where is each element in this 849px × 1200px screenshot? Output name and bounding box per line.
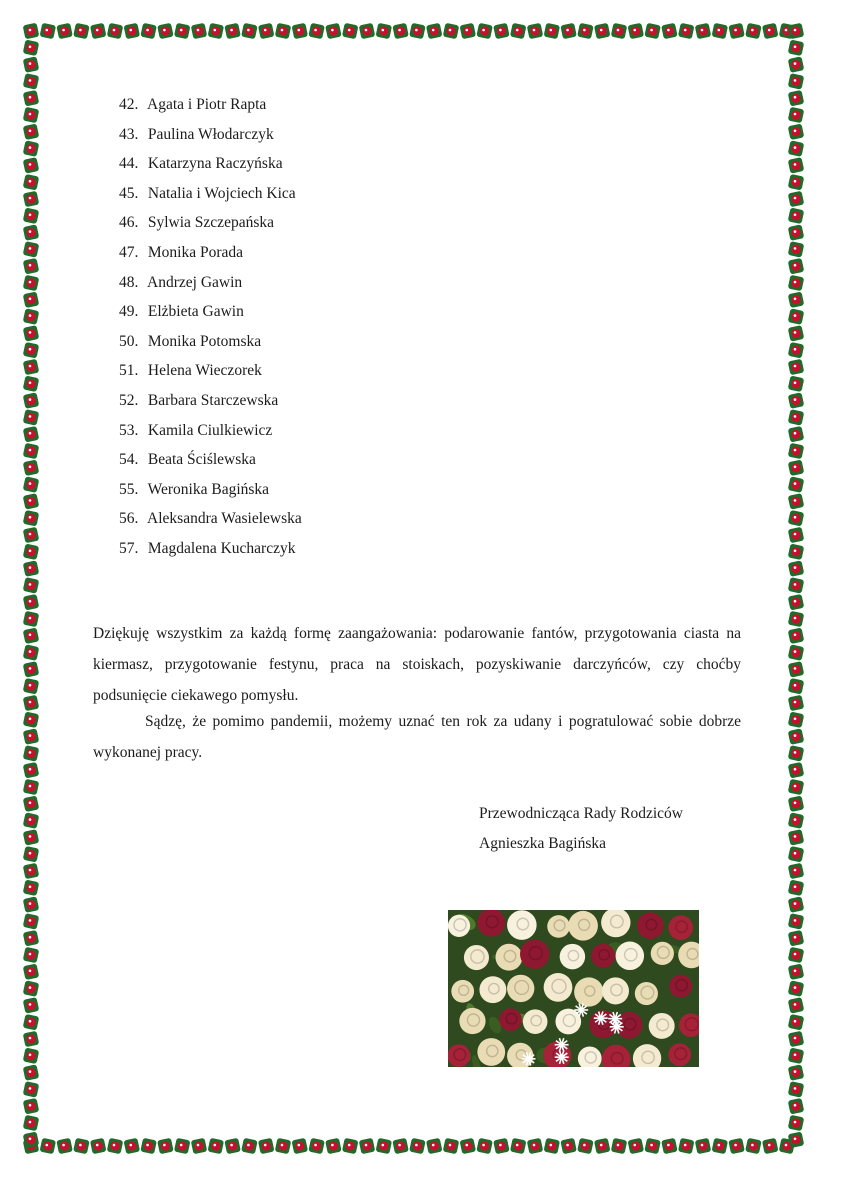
list-number: 54. bbox=[119, 451, 139, 469]
border-flower-motif bbox=[241, 23, 258, 40]
list-number: 56. bbox=[119, 510, 139, 528]
border-flower-motif bbox=[23, 543, 40, 560]
border-flower-motif bbox=[174, 23, 191, 40]
donor-list bbox=[119, 90, 302, 564]
border-flower-motif bbox=[493, 23, 510, 40]
border-flower-motif bbox=[788, 107, 805, 124]
border-flower-motif bbox=[23, 275, 40, 292]
border-flower-motif bbox=[644, 23, 661, 40]
border-flower-motif bbox=[157, 23, 174, 40]
border-flower-motif bbox=[392, 23, 409, 40]
list-item bbox=[119, 445, 302, 475]
border-flower-motif bbox=[577, 1138, 594, 1155]
border-flower-motif bbox=[788, 711, 805, 728]
list-name: Kamila Ciulkiewicz bbox=[147, 421, 273, 439]
border-flower-motif bbox=[39, 1138, 56, 1155]
border-flower-motif bbox=[140, 23, 157, 40]
border-flower-motif bbox=[788, 913, 805, 930]
list-name: Barbara Starczewska bbox=[147, 391, 279, 409]
border-flower-motif bbox=[23, 493, 40, 510]
border-flower-motif bbox=[476, 1138, 493, 1155]
border-flower-motif bbox=[23, 1131, 40, 1148]
border-flower-motif bbox=[342, 1138, 359, 1155]
border-flower-motif bbox=[23, 879, 40, 896]
list-name: Sylwia Szczepańska bbox=[147, 214, 274, 232]
border-flower-motif bbox=[140, 1138, 157, 1155]
list-name: Agata i Piotr Rapta bbox=[147, 96, 267, 113]
border-flower-motif bbox=[678, 23, 695, 40]
border-flower-motif bbox=[627, 23, 644, 40]
border-flower-motif bbox=[788, 241, 805, 258]
list-name: Natalia i Wojciech Kica bbox=[147, 184, 296, 202]
border-flower-motif bbox=[23, 73, 40, 90]
border-flower-motif bbox=[788, 123, 805, 140]
border-flower-motif bbox=[23, 745, 40, 762]
border-flower-motif bbox=[728, 23, 745, 40]
list-name: Elżbieta Gawin bbox=[147, 303, 244, 321]
list-name: Aleksandra Wasielewska bbox=[147, 510, 302, 528]
border-flower-motif bbox=[56, 1138, 73, 1155]
border-flower-motif bbox=[577, 23, 594, 40]
border-flower-motif bbox=[224, 23, 241, 40]
list-number: 45. bbox=[119, 184, 139, 202]
border-flower-motif bbox=[23, 123, 40, 140]
border-flower-motif bbox=[788, 678, 805, 695]
border-flower-motif bbox=[23, 896, 40, 913]
decorative-border-left bbox=[22, 22, 40, 1155]
border-flower-motif bbox=[788, 560, 805, 577]
border-flower-motif bbox=[23, 1031, 40, 1048]
border-flower-motif bbox=[23, 1098, 40, 1115]
border-flower-motif bbox=[594, 1138, 611, 1155]
border-flower-motif bbox=[426, 1138, 443, 1155]
border-flower-motif bbox=[23, 359, 40, 376]
list-number: 48. bbox=[119, 273, 139, 291]
border-flower-motif bbox=[788, 375, 805, 392]
border-flower-motif bbox=[443, 23, 460, 40]
border-flower-motif bbox=[788, 258, 805, 275]
border-flower-motif bbox=[459, 1138, 476, 1155]
list-item bbox=[119, 238, 302, 268]
border-flower-motif bbox=[23, 627, 40, 644]
list-item bbox=[119, 475, 302, 505]
border-flower-motif bbox=[788, 930, 805, 947]
border-flower-motif bbox=[191, 23, 208, 40]
list-item bbox=[119, 268, 302, 298]
border-flower-motif bbox=[788, 39, 805, 56]
border-flower-motif bbox=[23, 207, 40, 224]
border-flower-motif bbox=[788, 140, 805, 157]
list-name: Katarzyna Raczyńska bbox=[147, 155, 283, 173]
border-flower-motif bbox=[325, 1138, 342, 1155]
border-flower-motif bbox=[23, 930, 40, 947]
border-flower-motif bbox=[73, 1138, 90, 1155]
border-flower-motif bbox=[23, 846, 40, 863]
border-flower-motif bbox=[157, 1138, 174, 1155]
border-flower-motif bbox=[23, 695, 40, 712]
border-flower-motif bbox=[788, 224, 805, 241]
border-flower-motif bbox=[23, 409, 40, 426]
border-flower-motif bbox=[392, 1138, 409, 1155]
border-flower-motif bbox=[23, 291, 40, 308]
border-flower-motif bbox=[23, 392, 40, 409]
border-flower-motif bbox=[23, 997, 40, 1014]
border-flower-motif bbox=[788, 661, 805, 678]
border-flower-motif bbox=[762, 1138, 779, 1155]
border-flower-motif bbox=[23, 308, 40, 325]
border-flower-motif bbox=[788, 308, 805, 325]
border-flower-motif bbox=[275, 1138, 292, 1155]
border-flower-motif bbox=[788, 426, 805, 443]
border-flower-motif bbox=[788, 527, 805, 544]
border-flower-motif bbox=[788, 779, 805, 796]
border-flower-motif bbox=[788, 594, 805, 611]
border-flower-motif bbox=[788, 493, 805, 510]
list-number: 44. bbox=[119, 155, 139, 173]
border-flower-motif bbox=[23, 443, 40, 460]
border-flower-motif bbox=[123, 1138, 140, 1155]
border-flower-motif bbox=[23, 762, 40, 779]
list-number: 57. bbox=[119, 539, 139, 557]
list-item bbox=[119, 416, 302, 446]
border-flower-motif bbox=[23, 863, 40, 880]
list-item bbox=[119, 504, 302, 534]
list-name: Helena Wieczorek bbox=[147, 362, 262, 380]
border-flower-motif bbox=[426, 23, 443, 40]
border-flower-motif bbox=[107, 23, 124, 40]
border-flower-motif bbox=[788, 980, 805, 997]
border-flower-motif bbox=[23, 795, 40, 812]
thanks-paragraph: Dziękuję wszystkim za każdą formę zaangażowania: podarowanie fantów, przygotowania ciasta na kiermasz, przygotowanie festynu, praca na stoiskach, pozyskiwanie darczyńców, czy choćby podsunięcie ciekawego pomysłu. bbox=[93, 625, 741, 704]
list-item bbox=[119, 386, 302, 416]
border-flower-motif bbox=[788, 476, 805, 493]
border-flower-motif bbox=[661, 1138, 678, 1155]
border-flower-motif bbox=[23, 39, 40, 56]
border-flower-motif bbox=[342, 23, 359, 40]
border-flower-motif bbox=[788, 963, 805, 980]
list-name: Andrzej Gawin bbox=[147, 273, 243, 291]
border-flower-motif bbox=[788, 896, 805, 913]
border-flower-motif bbox=[23, 812, 40, 829]
border-flower-motif bbox=[788, 291, 805, 308]
list-name: Monika Porada bbox=[147, 243, 244, 261]
list-number: 50. bbox=[119, 332, 139, 350]
border-flower-motif bbox=[23, 779, 40, 796]
border-flower-motif bbox=[23, 56, 40, 73]
border-flower-motif bbox=[788, 863, 805, 880]
border-flower-motif bbox=[661, 23, 678, 40]
border-flower-motif bbox=[191, 1138, 208, 1155]
list-item bbox=[119, 179, 302, 209]
border-flower-motif bbox=[788, 207, 805, 224]
decorative-border-bottom bbox=[22, 1137, 805, 1155]
border-flower-motif bbox=[23, 661, 40, 678]
border-flower-motif bbox=[23, 241, 40, 258]
border-flower-motif bbox=[788, 745, 805, 762]
border-flower-motif bbox=[788, 73, 805, 90]
border-flower-motif bbox=[107, 1138, 124, 1155]
list-item bbox=[119, 327, 302, 357]
border-flower-motif bbox=[23, 191, 40, 208]
border-flower-motif bbox=[644, 1138, 661, 1155]
list-name: Weronika Bagińska bbox=[147, 480, 270, 498]
border-flower-motif bbox=[788, 342, 805, 359]
border-flower-motif bbox=[23, 342, 40, 359]
border-flower-motif bbox=[543, 23, 560, 40]
border-flower-motif bbox=[493, 1138, 510, 1155]
border-flower-motif bbox=[788, 728, 805, 745]
border-flower-motif bbox=[23, 476, 40, 493]
closing-paragraph: Sądzę, że pomimo pandemii, możemy uznać ten rok za udany i pogratulować sobie dobrze wykonanej pracy. bbox=[93, 713, 741, 761]
border-flower-motif bbox=[23, 728, 40, 745]
border-flower-motif bbox=[510, 1138, 527, 1155]
border-flower-motif bbox=[611, 23, 628, 40]
signature-role: Przewodnicząca Rady Rodziców bbox=[479, 805, 684, 822]
border-flower-motif bbox=[788, 1014, 805, 1031]
border-flower-motif bbox=[788, 1081, 805, 1098]
border-flower-motif bbox=[728, 1138, 745, 1155]
border-flower-motif bbox=[207, 23, 224, 40]
border-flower-motif bbox=[23, 560, 40, 577]
border-flower-motif bbox=[788, 157, 805, 174]
decorative-border-right bbox=[787, 22, 805, 1155]
border-flower-motif bbox=[258, 1138, 275, 1155]
border-flower-motif bbox=[788, 577, 805, 594]
border-flower-motif bbox=[258, 23, 275, 40]
border-flower-motif bbox=[308, 23, 325, 40]
border-flower-motif bbox=[788, 56, 805, 73]
border-flower-motif bbox=[359, 1138, 376, 1155]
border-flower-motif bbox=[788, 359, 805, 376]
border-flower-motif bbox=[788, 1064, 805, 1081]
border-flower-motif bbox=[510, 23, 527, 40]
border-flower-motif bbox=[459, 23, 476, 40]
border-flower-motif bbox=[23, 947, 40, 964]
list-item bbox=[119, 297, 302, 327]
border-flower-motif bbox=[291, 1138, 308, 1155]
border-flower-motif bbox=[207, 1138, 224, 1155]
border-flower-motif bbox=[23, 1064, 40, 1081]
border-flower-motif bbox=[39, 23, 56, 40]
border-flower-motif bbox=[788, 829, 805, 846]
list-number: 42. bbox=[119, 96, 139, 113]
border-flower-motif bbox=[788, 879, 805, 896]
border-flower-motif bbox=[23, 258, 40, 275]
border-flower-motif bbox=[788, 795, 805, 812]
border-flower-motif bbox=[788, 409, 805, 426]
list-number: 43. bbox=[119, 125, 139, 143]
border-flower-motif bbox=[23, 1047, 40, 1064]
border-flower-motif bbox=[695, 23, 712, 40]
border-flower-motif bbox=[788, 543, 805, 560]
border-flower-motif bbox=[788, 762, 805, 779]
border-flower-motif bbox=[23, 459, 40, 476]
border-flower-motif bbox=[788, 644, 805, 661]
border-flower-motif bbox=[745, 1138, 762, 1155]
border-flower-motif bbox=[527, 23, 544, 40]
border-flower-motif bbox=[23, 963, 40, 980]
border-flower-motif bbox=[375, 1138, 392, 1155]
border-flower-motif bbox=[788, 1115, 805, 1132]
border-flower-motif bbox=[123, 23, 140, 40]
list-item bbox=[119, 120, 302, 150]
decorative-border-top bbox=[22, 22, 805, 40]
border-flower-motif bbox=[23, 644, 40, 661]
border-flower-motif bbox=[23, 174, 40, 191]
list-number: 55. bbox=[119, 480, 139, 498]
list-number: 52. bbox=[119, 391, 139, 409]
list-item bbox=[119, 356, 302, 386]
signature-name: Agnieszka Bagińska bbox=[479, 835, 606, 852]
list-number: 53. bbox=[119, 421, 139, 439]
border-flower-motif bbox=[788, 1131, 805, 1148]
list-number: 46. bbox=[119, 214, 139, 232]
border-flower-motif bbox=[711, 1138, 728, 1155]
border-flower-motif bbox=[275, 23, 292, 40]
border-flower-motif bbox=[174, 1138, 191, 1155]
border-flower-motif bbox=[23, 140, 40, 157]
border-flower-motif bbox=[23, 527, 40, 544]
border-flower-motif bbox=[90, 1138, 107, 1155]
list-number: 49. bbox=[119, 303, 139, 321]
list-item bbox=[119, 149, 302, 179]
border-flower-motif bbox=[762, 23, 779, 40]
border-flower-motif bbox=[23, 829, 40, 846]
border-flower-motif bbox=[788, 510, 805, 527]
border-flower-motif bbox=[788, 627, 805, 644]
border-flower-motif bbox=[788, 325, 805, 342]
border-flower-motif bbox=[23, 157, 40, 174]
flower-bouquet-image bbox=[448, 910, 699, 1067]
border-flower-motif bbox=[745, 23, 762, 40]
border-flower-motif bbox=[788, 90, 805, 107]
border-flower-motif bbox=[527, 1138, 544, 1155]
border-flower-motif bbox=[23, 980, 40, 997]
list-number: 51. bbox=[119, 362, 139, 380]
border-flower-motif bbox=[788, 23, 805, 40]
border-flower-motif bbox=[409, 1138, 426, 1155]
border-flower-motif bbox=[23, 1081, 40, 1098]
list-item bbox=[119, 534, 302, 564]
border-flower-motif bbox=[23, 325, 40, 342]
border-flower-motif bbox=[788, 997, 805, 1014]
border-flower-motif bbox=[23, 23, 40, 40]
border-flower-motif bbox=[711, 23, 728, 40]
border-flower-motif bbox=[611, 1138, 628, 1155]
border-flower-motif bbox=[375, 23, 392, 40]
border-flower-motif bbox=[788, 392, 805, 409]
border-flower-motif bbox=[56, 23, 73, 40]
border-flower-motif bbox=[560, 1138, 577, 1155]
border-flower-motif bbox=[23, 510, 40, 527]
border-flower-motif bbox=[788, 1098, 805, 1115]
border-flower-motif bbox=[241, 1138, 258, 1155]
border-flower-motif bbox=[627, 1138, 644, 1155]
border-flower-motif bbox=[788, 191, 805, 208]
border-flower-motif bbox=[325, 23, 342, 40]
border-flower-motif bbox=[788, 611, 805, 628]
border-flower-motif bbox=[23, 1014, 40, 1031]
border-flower-motif bbox=[788, 695, 805, 712]
list-name: Magdalena Kucharczyk bbox=[147, 539, 296, 557]
border-flower-motif bbox=[788, 812, 805, 829]
border-flower-motif bbox=[23, 107, 40, 124]
list-name: Monika Potomska bbox=[147, 332, 262, 350]
border-flower-motif bbox=[788, 1031, 805, 1048]
border-flower-motif bbox=[560, 23, 577, 40]
border-flower-motif bbox=[409, 23, 426, 40]
border-flower-motif bbox=[359, 23, 376, 40]
border-flower-motif bbox=[23, 224, 40, 241]
border-flower-motif bbox=[788, 174, 805, 191]
border-flower-motif bbox=[23, 678, 40, 695]
border-flower-motif bbox=[291, 23, 308, 40]
border-flower-motif bbox=[678, 1138, 695, 1155]
border-flower-motif bbox=[788, 443, 805, 460]
list-name: Beata Ściślewska bbox=[147, 451, 256, 469]
list-name: Paulina Włodarczyk bbox=[147, 125, 274, 143]
border-flower-motif bbox=[788, 275, 805, 292]
border-flower-motif bbox=[224, 1138, 241, 1155]
list-item bbox=[119, 208, 302, 238]
border-flower-motif bbox=[23, 375, 40, 392]
border-flower-motif bbox=[90, 23, 107, 40]
border-flower-motif bbox=[788, 459, 805, 476]
border-flower-motif bbox=[476, 23, 493, 40]
border-flower-motif bbox=[23, 426, 40, 443]
border-flower-motif bbox=[23, 1115, 40, 1132]
border-flower-motif bbox=[23, 577, 40, 594]
border-flower-motif bbox=[308, 1138, 325, 1155]
border-flower-motif bbox=[23, 913, 40, 930]
border-flower-motif bbox=[23, 711, 40, 728]
border-flower-motif bbox=[23, 90, 40, 107]
border-flower-motif bbox=[788, 947, 805, 964]
border-flower-motif bbox=[23, 594, 40, 611]
border-flower-motif bbox=[594, 23, 611, 40]
border-flower-motif bbox=[695, 1138, 712, 1155]
border-flower-motif bbox=[788, 846, 805, 863]
list-item bbox=[119, 90, 302, 120]
border-flower-motif bbox=[73, 23, 90, 40]
border-flower-motif bbox=[788, 1047, 805, 1064]
border-flower-motif bbox=[543, 1138, 560, 1155]
border-flower-motif bbox=[23, 611, 40, 628]
signature-block bbox=[479, 799, 683, 859]
list-number: 47. bbox=[119, 243, 139, 261]
border-flower-motif bbox=[443, 1138, 460, 1155]
